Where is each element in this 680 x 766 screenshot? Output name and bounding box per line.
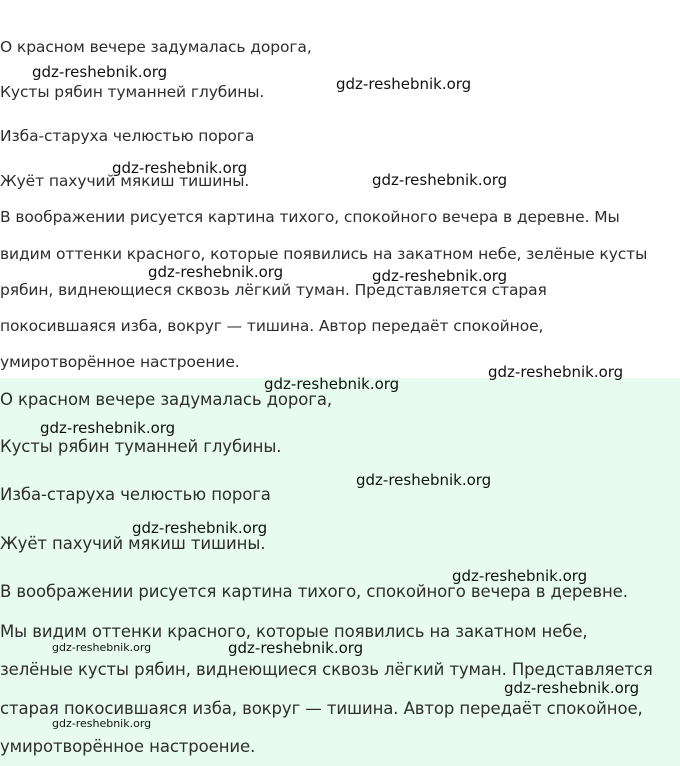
poem-line: Жуёт пахучий мякиш тишины.: [0, 534, 266, 553]
paragraph-line: зелёные кусты рябин, виднеющиеся сквозь лёгкий туман. Представляется: [0, 660, 653, 679]
poem-line: О красном вечере задумалась дорога,: [0, 38, 312, 56]
paragraph-line: умиротворённое настроение.: [0, 737, 256, 756]
watermark: gdz-reshebnik.org: [52, 641, 152, 654]
paragraph-line: умиротворённое настроение.: [0, 353, 240, 371]
poem-line: Жуёт пахучий мякиш тишины.: [0, 172, 250, 190]
watermark: gdz-reshebnik.org: [488, 363, 624, 381]
watermark: gdz-reshebnik.org: [372, 171, 508, 189]
poem-section-plain: [0, 0, 680, 378]
watermark: gdz-reshebnik.org: [32, 63, 168, 81]
poem-line: Изба-старуха челюстью порога: [0, 485, 271, 504]
watermark: gdz-reshebnik.org: [336, 75, 472, 93]
watermark: gdz-reshebnik.org: [356, 471, 492, 489]
watermark: gdz-reshebnik.org: [112, 159, 248, 177]
watermark: gdz-reshebnik.org: [228, 639, 364, 657]
poem-line: Кусты рябин туманней глубины.: [0, 437, 282, 456]
watermark: gdz-reshebnik.org: [52, 717, 152, 730]
poem-line: Изба-старуха челюстью порога: [0, 127, 255, 145]
paragraph-line: покосившаяся изба, вокруг — тишина. Автор передаёт спокойное,: [0, 317, 544, 335]
watermark: gdz-reshebnik.org: [40, 419, 176, 437]
watermark: gdz-reshebnik.org: [452, 567, 588, 585]
paragraph-line: В воображении рисуется картина тихого, спокойного вечера в деревне. Мы: [0, 208, 620, 226]
watermark: gdz-reshebnik.org: [504, 679, 640, 697]
paragraph-line: видим оттенки красного, которые появились на закатном небе, зелёные кусты: [0, 245, 648, 263]
paragraph-line: рябин, виднеющиеся сквозь лёгкий туман. Представляется старая: [0, 281, 547, 299]
paragraph-line: старая покосившаяся изба, вокруг — тишина. Автор передаёт спокойное,: [0, 699, 643, 718]
paragraph-line: Мы видим оттенки красного, которые появились на закатном небе,: [0, 622, 588, 641]
poem-line: О красном вечере задумалась дорога,: [0, 390, 332, 409]
paragraph-line: В воображении рисуется картина тихого, спокойного вечера в деревне.: [0, 582, 628, 601]
watermark: gdz-reshebnik.org: [372, 267, 508, 285]
watermark: gdz-reshebnik.org: [264, 375, 400, 393]
watermark: gdz-reshebnik.org: [148, 263, 284, 281]
watermark: gdz-reshebnik.org: [132, 519, 268, 537]
poem-line: Кусты рябин туманней глубины.: [0, 83, 265, 101]
